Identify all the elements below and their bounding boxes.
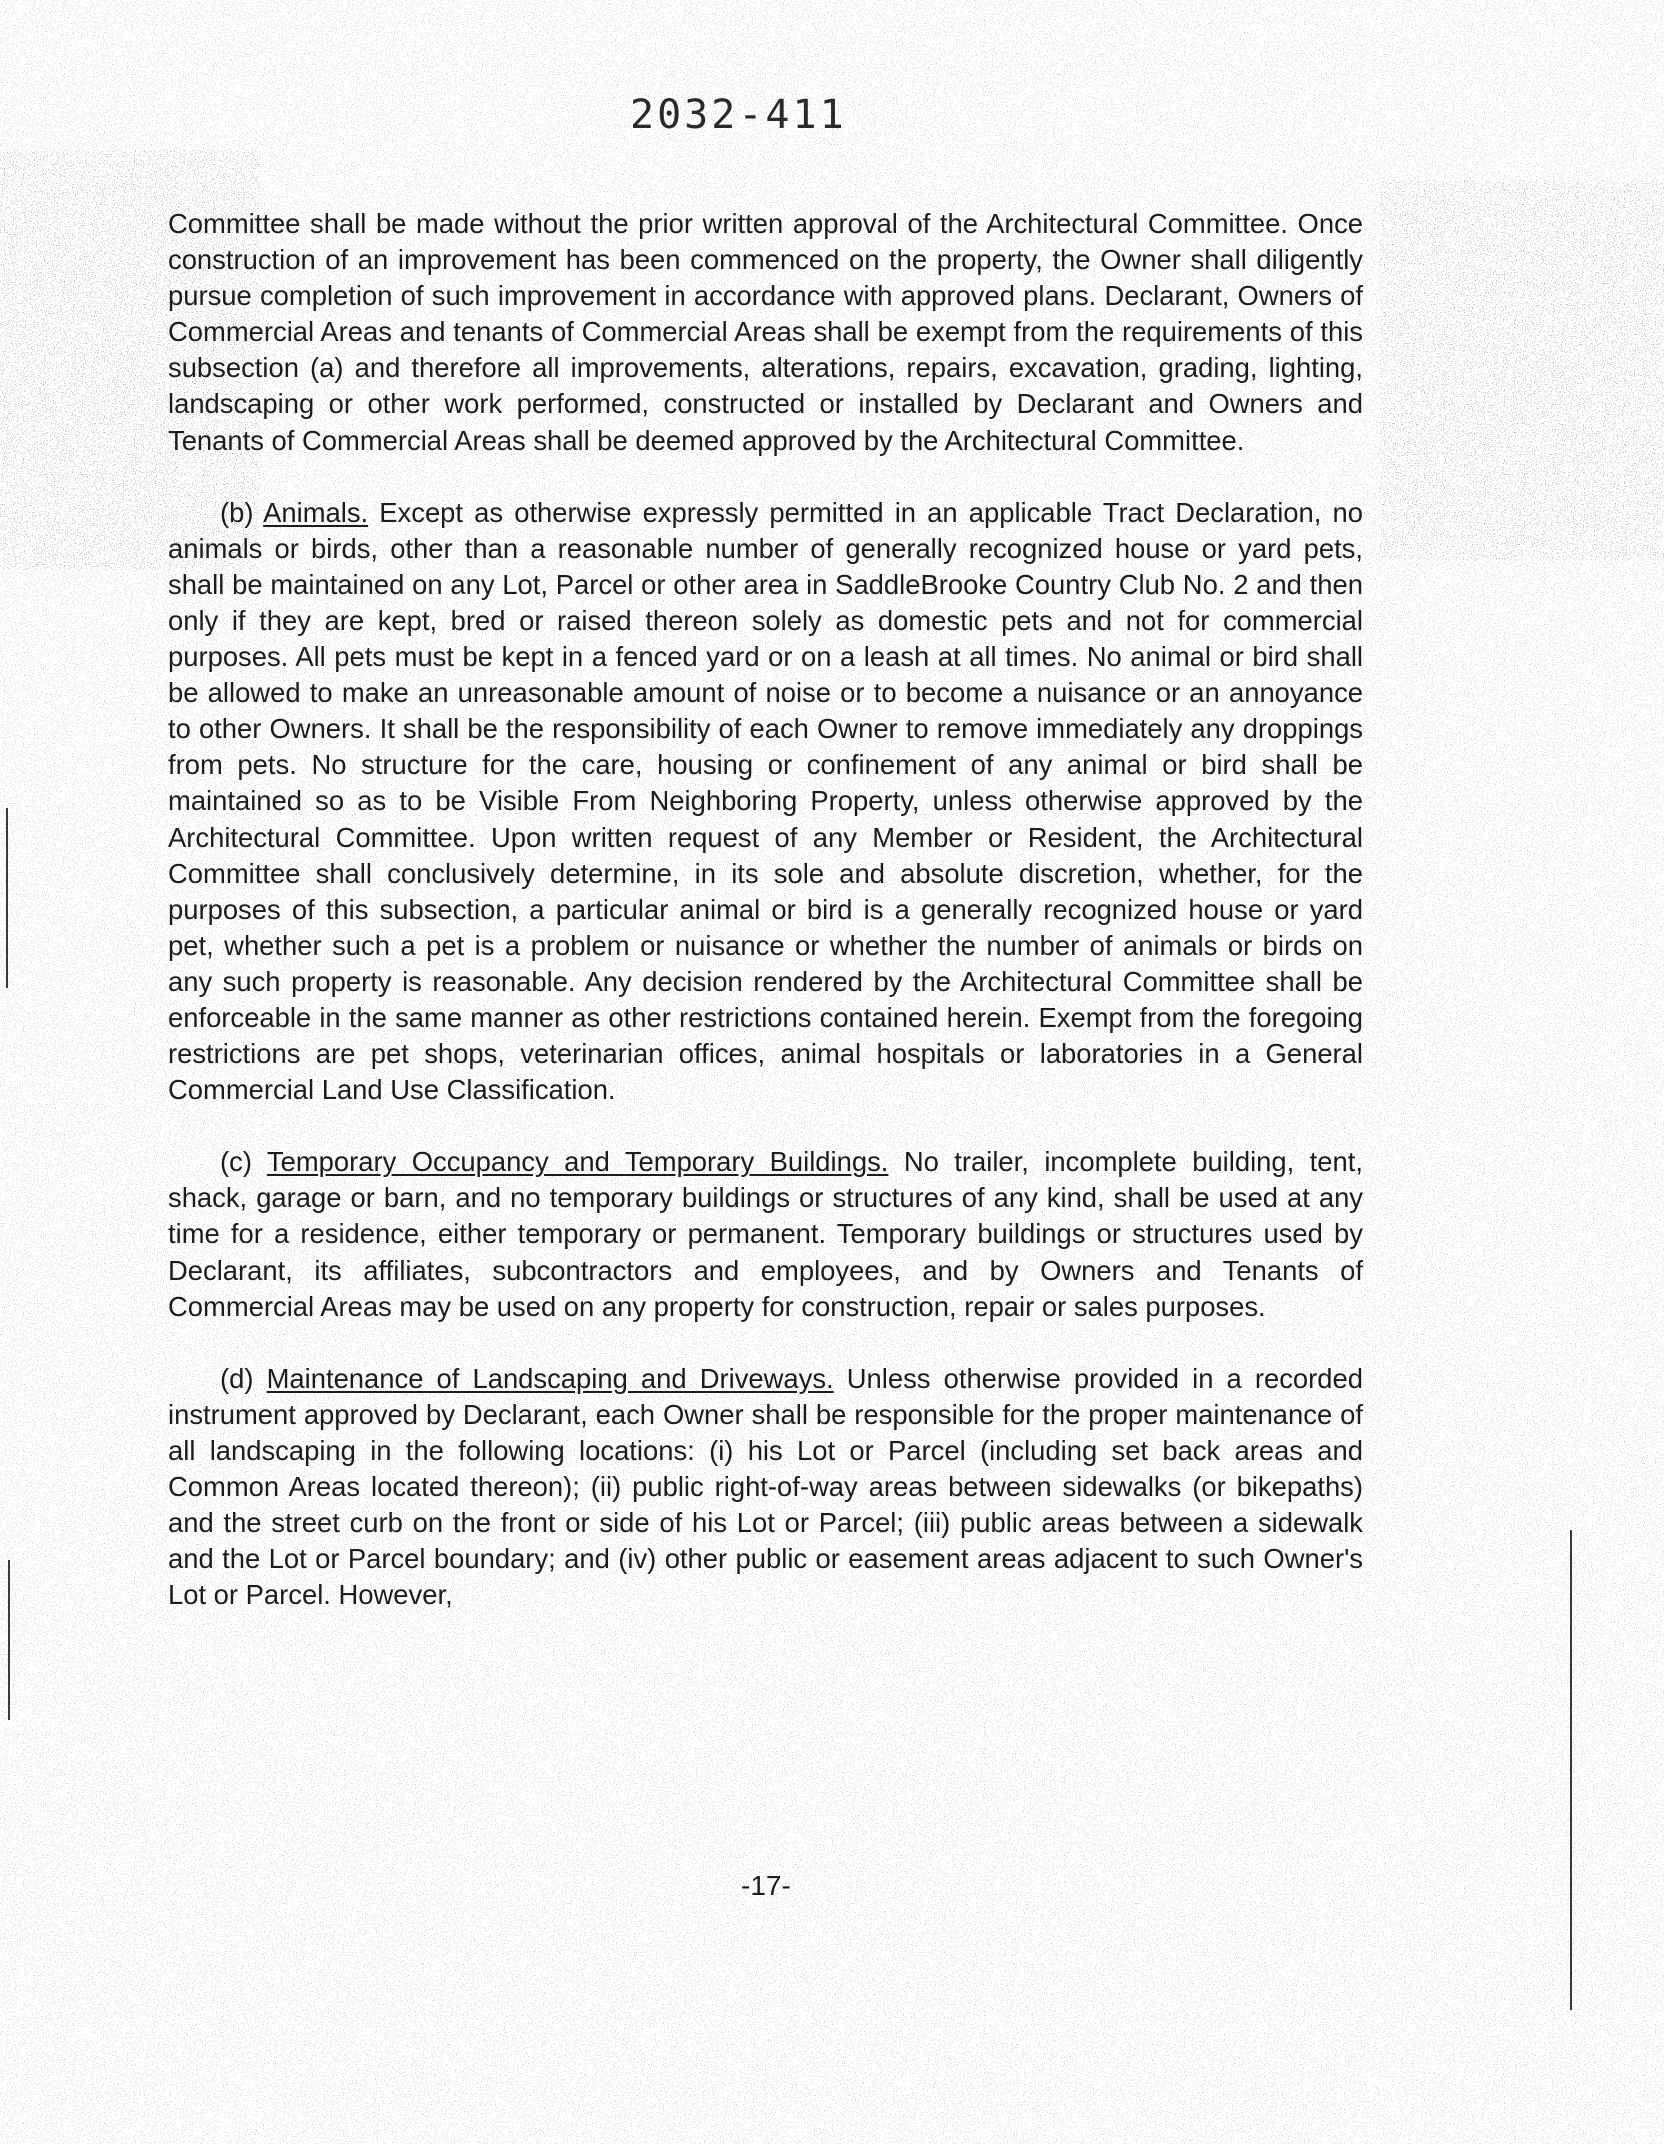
section-title: Maintenance of Landscaping and Driveways. — [266, 1362, 834, 1394]
section-title: Animals. — [263, 496, 369, 528]
intro-paragraph: Committee shall be made without the prior written approval of the Architectural Committee. Once construction of an improvement has been commenced on the property, the Owner shall diligently pursue completion of such improvement in accordance with approved plans. Declarant, Owners of Commercial Areas and tenants of Commercial Areas shall be exempt from the requirements of this subsection (a) and therefore all improvements, alterations, repairs, excavation, grading, lighting, landscaping or other work performed, constructed or installed by Declarant and Owners and Tenants of Commercial Areas shall be deemed approved by the Architectural Committee. — [168, 208, 1363, 456]
scan-edge-line-right — [1570, 1530, 1572, 2010]
section-label: (d) — [220, 1362, 254, 1394]
section-text: No trailer, incomplete building, tent, shack, garage or barn, and no temporary buildings or structures of any kind, shall be used at any time for a residence, either temporary or permanent. Temporary buildings or structures used by Declarant, its affiliates, subcontractors and employees, and by Owners and Tenants of Commercial Areas may be used on any property for construction, repair or sales purposes. — [168, 1146, 1363, 1322]
section-b-animals — [168, 495, 1363, 1109]
section-label: (b) — [220, 496, 254, 528]
recording-number: 2032-411 — [630, 92, 847, 138]
section-text: Unless otherwise provided in a recorded instrument approved by Declarant, each Owner shall be responsible for the proper maintenance of all landscaping in the following locations: (i) his Lot or Parcel (including set back areas and Common Areas located thereon); (ii) public right-of-way areas between sidewalks (or bikepaths) and the street curb on the front or side of his Lot or Parcel; (iii) public areas between a sidewalk and the Lot or Parcel boundary; and (iv) other public or easement areas adjacent to such Owner's Lot or Parcel. However, — [168, 1362, 1363, 1611]
page-number: -17- — [741, 1870, 791, 1901]
scan-edge-line-left-lower — [8, 1560, 10, 1720]
section-text: Except as otherwise expressly permitted in an applicable Tract Declaration, no animals or birds, other than a reasonable number of generally recognized house or yard pets, shall be maintained on any Lot, Parcel or other area in SaddleBrooke Country Club No. 2 and then only if they are kept, bred or raised thereon solely as domestic pets and not for commercial purposes. All pets must be kept in a fenced yard or on a leash at all times. No animal or bird shall be allowed to make an unreasonable amount of noise or to become a nuisance or an annoyance to other Owners. It shall be the responsibility of each Owner to remove immediately any droppings from pets. No structure for the care, housing or confinement of any animal or bird shall be maintained so as to be Visible From Neighboring Property, unless otherwise approved by the Architectural Committee. Upon written request of any Member or Resident, the Architectural Committee shall conclusively determine, in its sole and absolute discretion, whether, for the purposes of this subsection, a particular animal or bird is a generally recognized house or yard pet, whether such a pet is a problem or nuisance or whether the number of animals or birds on any such property is reasonable. Any decision rendered by the Architectural Committee shall be enforceable in the same manner as other restrictions contained herein. Exempt from the foregoing restrictions are pet shops, veterinarian offices, animal hospitals or laboratories in a General Commercial Land Use Classification. — [168, 496, 1363, 1106]
document-body — [168, 206, 1363, 1613]
scan-edge-line-left — [6, 808, 8, 988]
section-title: Temporary Occupancy and Temporary Buildings. — [266, 1146, 889, 1178]
section-c-temporary-occupancy — [168, 1144, 1363, 1324]
section-label: (c) — [220, 1146, 252, 1178]
section-d-maintenance — [168, 1361, 1363, 1614]
